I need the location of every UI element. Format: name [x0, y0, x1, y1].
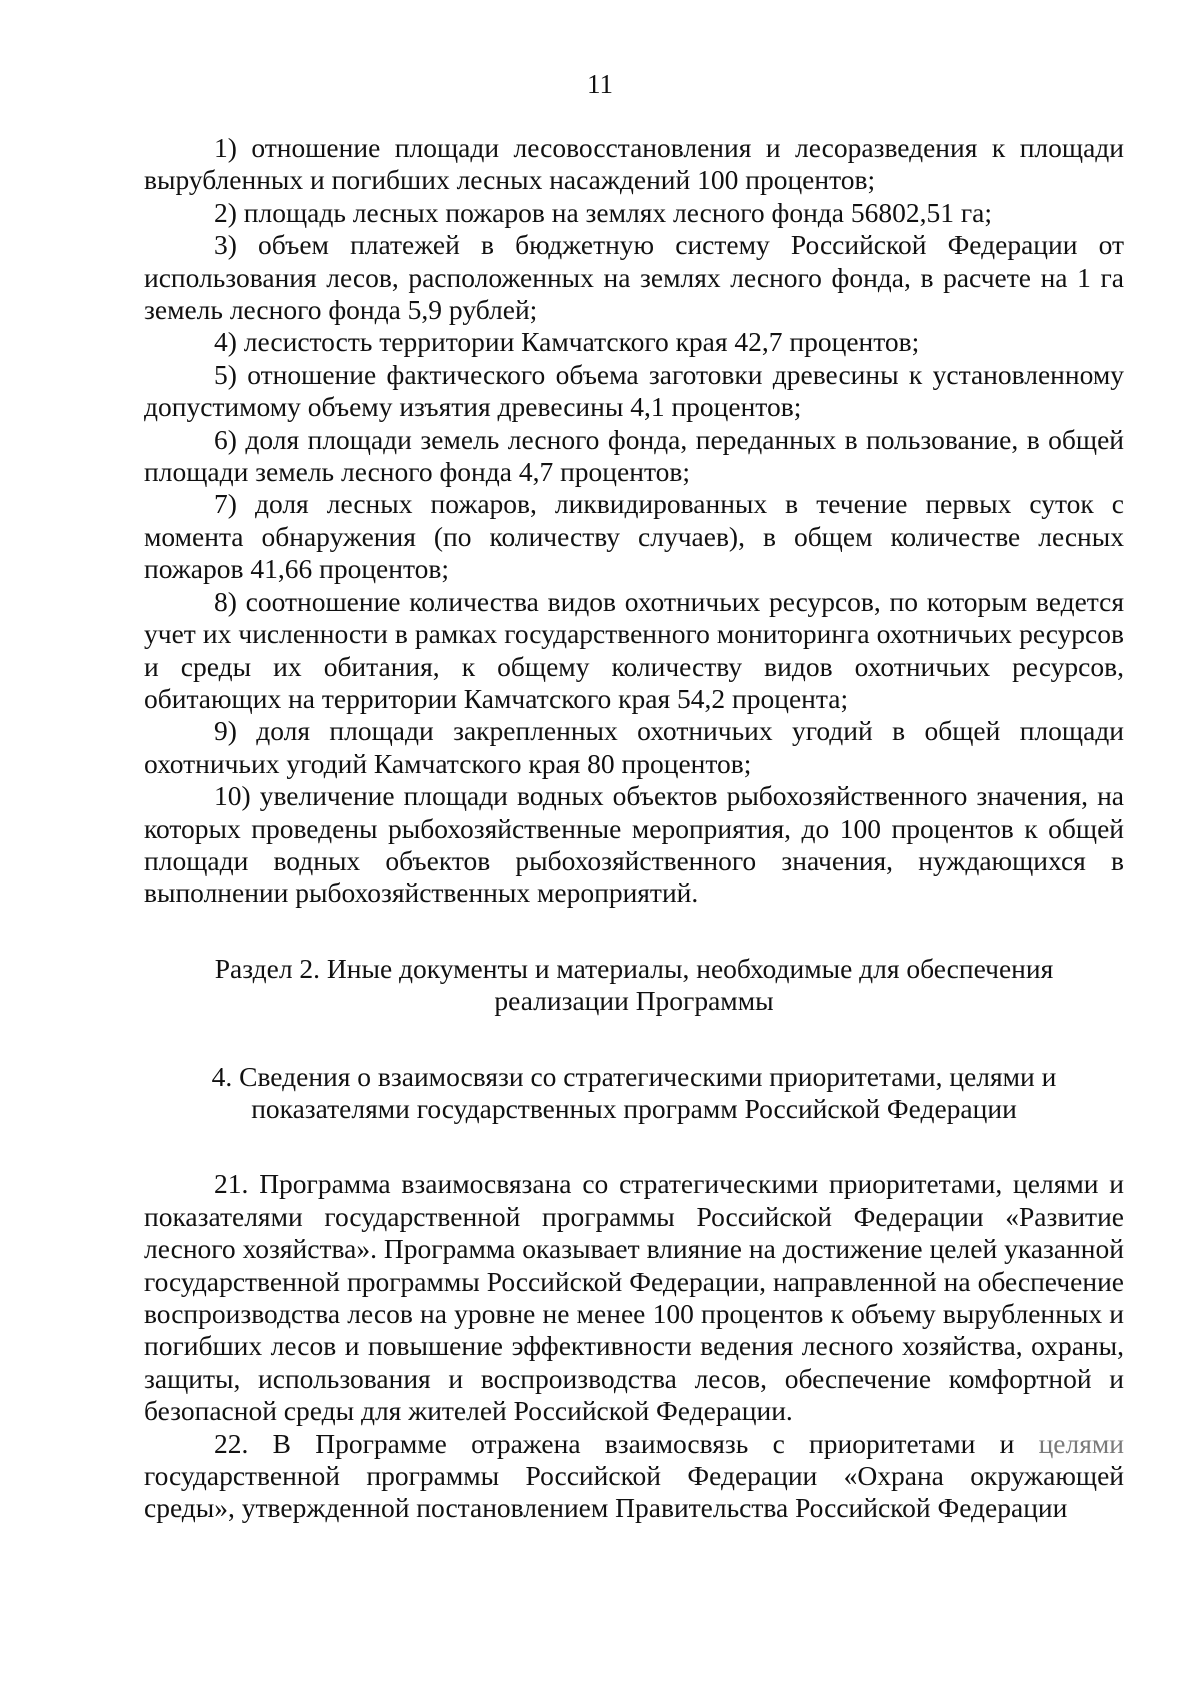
subsection-heading [144, 1061, 1124, 1126]
indicator-item: 9) доля площади закрепленных охотничьих угодий в общей площади охотничьих угодий Камчатского края 80 процентов; [144, 715, 1124, 779]
paragraph-22-faded-word: целями [1038, 1427, 1124, 1459]
spacer [144, 910, 1124, 953]
section-heading-line: реализации Программы [494, 985, 774, 1017]
paragraph-22 [144, 1428, 1124, 1525]
indicator-item: 2) площадь лесных пожаров на землях лесного фонда 56802,51 га; [214, 196, 993, 228]
subsection-heading-line: 4. Сведения о взаимосвязи со стратегическими приоритетами, целями и [211, 1060, 1057, 1092]
paragraph-22-end: государственной программы Российской Федерации «Охрана окружающей среды», утвержденной постановлением Правительства Российской Федерации [144, 1460, 1124, 1524]
section-heading-line: Раздел 2. Иные документы и материалы, необходимые для обеспечения [214, 952, 1054, 984]
indicator-item: 10) увеличение площади водных объектов рыбохозяйственного значения, на которых проведены рыбохозяйственные мероприятия, до 100 процентов к общей площади водных объектов рыбохозяйственного значения, нуждающихся в выполнении рыбохозяйственных мероприятий. [144, 780, 1124, 909]
document-body [144, 132, 1124, 1525]
indicator-item: 7) доля лесных пожаров, ликвидированных в течение первых суток с момента обнаружения (по количеству случаев), в общем количестве лесных пожаров 41,66 процентов; [144, 488, 1124, 585]
subsection-heading-line: показателями государственных программ Российской Федерации [251, 1092, 1017, 1124]
indicator-item: 4) лесистость территории Камчатского края 42,7 процентов; [214, 326, 920, 358]
page-number: 11 [587, 69, 613, 99]
section-heading [144, 953, 1124, 1018]
indicator-item: 1) отношение площади лесовосстановления и лесоразведения к площади вырубленных и погибших лесных насаждений 100 процентов; [144, 132, 1124, 196]
spacer [144, 1125, 1124, 1168]
indicator-item: 8) соотношение количества видов охотничьих ресурсов, по которым ведется учет их численности в рамках государственного мониторинга охотничьих ресурсов и среды их обитания, к общему количеству видов охотничьих ресурсов, обитающих на территории Камчатского края 54,2 процента; [144, 585, 1124, 714]
paragraph-21: 21. Программа взаимосвязана со стратегическими приоритетами, целями и показателями государственной программы Российской Федерации «Развитие лесного хозяйства». Программа оказывает влияние на достижение целей указанной государственной программы Российской Федерации, направленной на обеспечение воспроизводства лесов на уровне не менее 100 процентов к объему вырубленных и погибших лесов и повышение эффективности ведения лесного хозяйства, охраны, защиты, использования и воспроизводства лесов, обеспечение комфортной и безопасной среды для жителей Российской Федерации. [144, 1168, 1124, 1427]
indicator-item: 5) отношение фактического объема заготовки древесины к установленному допустимому объему изъятия древесины 4,1 процентов; [144, 358, 1124, 423]
spacer [144, 1018, 1124, 1061]
indicator-item: 3) объем платежей в бюджетную систему Российской Федерации от использования лесов, расположенных на землях лесного фонда, в расчете на 1 га земель лесного фонда 5,9 рублей; [144, 229, 1124, 326]
paragraph-22-start: 22. В Программе отражена взаимосвязь с приоритетами и [214, 1427, 1039, 1459]
indicator-item: 6) доля площади земель лесного фонда, переданных в пользование, в общей площади земель лесного фонда 4,7 процентов; [144, 423, 1124, 488]
